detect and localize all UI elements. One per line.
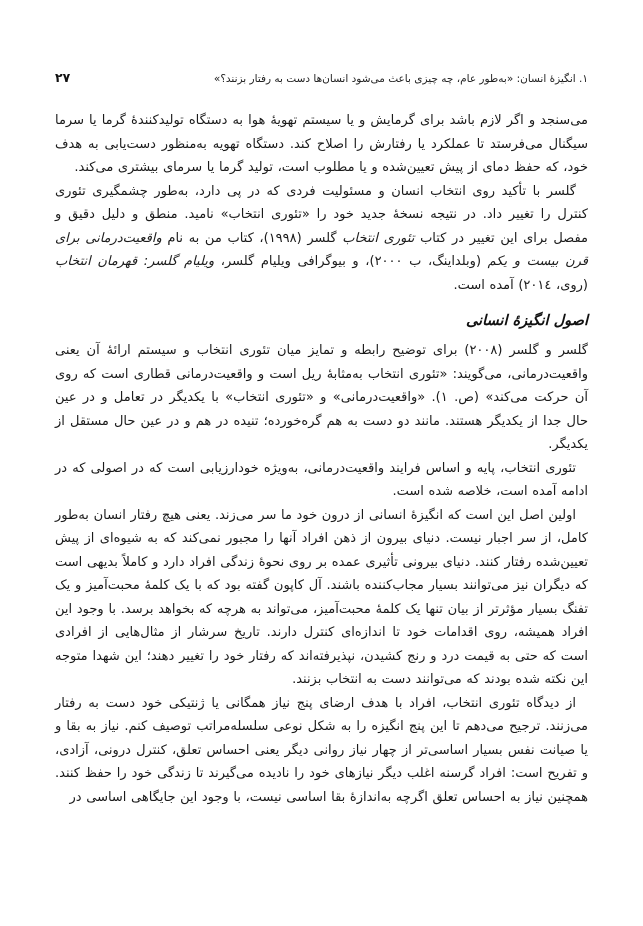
paragraph bbox=[55, 180, 588, 298]
text-run: (وبلداینگ، ب ۲۰۰۰)، و بیوگرافی ویلیام گلسر، bbox=[214, 254, 488, 269]
book-title-italic: واقعیت‌درمانی برای قرن بیست و یکم bbox=[55, 230, 588, 269]
text-run: اولین اصل این است که انگیزهٔ انسانی از درون خود ما سر می‌زند. یعنی هیچ رفتار انسان به‌طور کامل، از سر اجبار نیست. دنیای بیرون از ذهن افراد آنها را مجبور نمی‌کند که به شیوه‌ای از پیش تعیین‌شده رفتار کنند. دنیای بیرونی تأثیری عمده بر روی نحوهٔ زندگی افراد دارد و کاملاً بدیهی است که دیگران نیز می‌توانند بسیار مجاب‌کننده باشند. آل کاپون گفته بود که با یک کلمهٔ محبت‌آمیز و یک تفنگ بسیار مؤثرتر از بیان تنها یک کلمهٔ محبت‌آمیز، می‌تواند به هرچه که بخواهد برسد. با وجود این افراد همیشه، روی اقدامات خود تا اندازه‌ای کنترل دارند. تاریخ سرشار از مثال‌هایی از افرادی است که حتی به قیمت درد و رنج کشیدن، نپذیرفته‌اند که رفتار خود را تغییر دهند؛ این شهدا متوجه این نکته شده بودند که می‌توانند دست به انتخاب بزنند. bbox=[55, 507, 588, 687]
book-title-italic: تئوری انتخاب bbox=[342, 230, 415, 246]
page-body bbox=[55, 109, 588, 809]
page-header bbox=[55, 70, 588, 85]
running-title: ۱. انگیزهٔ انسان: «به‌طور عام، چه چیزی باعث می‌شود انسان‌ها دست به رفتار بزنند؟» bbox=[213, 73, 588, 85]
text-run: گلسر و گلسر (۲۰۰۸) برای توضیح رابطه و تمایز میان تئوری انتخاب و سیستم ارائهٔ آن یعنی واقعیت‌درمانی، می‌گویند: «تئوری انتخاب به‌مثابهٔ ریل است و واقعیت‌درمانی قطاری است که روی آن حرکت می‌کند» (ص. ۱). «واقعیت‌درمانی» و «تئوری انتخاب» با یکدیگر در تعامل و در عین حال جدا از یکدیگر هستند. مانند دو دست به هم گره‌خورده؛ تنیده در هم و در عین حال مستقل از یکدیگر. bbox=[55, 343, 588, 452]
paragraph bbox=[55, 504, 588, 692]
page-number: ۲۷ bbox=[55, 70, 71, 85]
book-title-italic: ویلیام گلسر: قهرمان انتخاب bbox=[55, 254, 215, 269]
text-run: تئوری انتخاب، پایه و اساس فرایند واقعیت‌درمانی، به‌ویژه خودارزیابی است که در اصولی که در ادامه آمده است، خلاصه شده است. bbox=[55, 460, 588, 499]
paragraph bbox=[55, 109, 588, 180]
paragraph bbox=[55, 692, 588, 810]
paragraph bbox=[55, 339, 588, 457]
text-run: می‌سنجد و اگر لازم باشد برای گرمایش و یا سیستم تهویهٔ هوا به دستگاه تولیدکنندهٔ گرما یا سرما سیگنال می‌فرستد تا عملکرد یا رفتارش را اصلاح کند. دستگاه تهویه به‌منظور دست‌یابی به هدف خود، که حفظ دمای از پیش تعیین‌شده و یا مطلوب است، تولید گرما یا سرمای بیشتری می‌کند. bbox=[55, 113, 588, 175]
text-run: گلسر با تأکید روی انتخاب انسان و مسئولیت فردی که در پی دارد، به‌طور چشمگیری تئوری کنترل را تغییر داد. در نتیجه نسخهٔ جدید خود را «تئوری انتخاب» نامید. منطق و دلیل دقیق و مفصل برای این تغییر در کتاب bbox=[55, 183, 588, 246]
paragraph bbox=[55, 457, 588, 504]
text-run: (روی، ۲۰۱٤) آمده است. bbox=[453, 277, 588, 293]
section-heading: اصول انگیزهٔ انسانی bbox=[465, 313, 588, 329]
text-run: از دیدگاه تئوری انتخاب، افراد با هدف ارضای پنج نیاز همگانی یا ژنتیکی خود دست به رفتار می‌زنند. ترجیح می‌دهم تا این پنج انگیزه را به شکل نوعی سلسله‌مراتب توصیف کنم. نیاز به بقا و یا صیانت نفس بسیار اساسی‌تر از چهار نیاز روانی دیگر یعنی احساس تعلق، کنترل درونی، آزادی، و تفریح است: افراد گرسنه اغلب دیگر نیازهای خود را نادیده می‌گیرند تا زندگی خود را حفظ کنند. همچنین نیاز به احساس تعلق اگرچه به‌اندازهٔ بقا اساسی نیست، با وجود این جایگاهی اساسی در bbox=[55, 695, 588, 805]
text-run: گلسر (۱۹۹۸)، کتاب من به نام bbox=[161, 230, 343, 246]
